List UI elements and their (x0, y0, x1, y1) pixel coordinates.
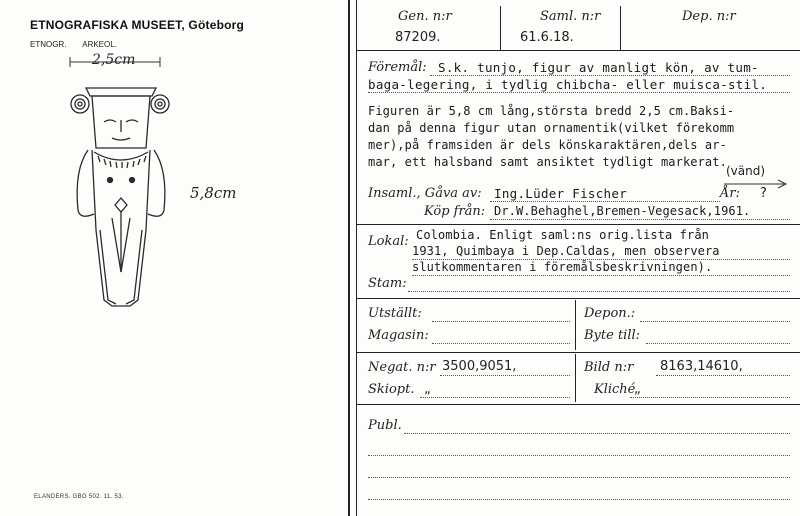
foremal-line-1: S.k. tunjo, figur av manligt kön, av tum- (438, 60, 759, 75)
year-value: ? (760, 186, 767, 201)
kliche-label: Kliché (594, 382, 636, 397)
skiopt-label: Skiopt. (368, 382, 415, 397)
rule-after-header (356, 50, 800, 51)
left-ear-spiral (71, 95, 89, 113)
printer-note: ELANDERS. GBG 502. 11. 53. (34, 494, 124, 500)
rule-after-locality (356, 298, 800, 299)
lokal-label: Lokal: (368, 234, 409, 249)
publ-dotline-2 (368, 455, 790, 456)
kop-value: Dr.W.Behaghel,Bremen-Vegesack,1961. (494, 204, 751, 218)
utstallt-dotline (432, 321, 570, 322)
foremal-line-2: baga-legering, i tydlig chibcha- eller muisca-stil. (368, 77, 768, 92)
photo-divider (575, 354, 576, 402)
description-line-4: mar, ett halsband samt ansiktet tydligt markerat. (368, 155, 727, 169)
dep-nr-label: Dep. n:r (682, 9, 736, 24)
lokal-dotline-2 (412, 275, 790, 276)
necklace (94, 152, 148, 160)
dept-arkeol: ARKEOL. (82, 40, 117, 49)
lokal-dotline-1 (412, 259, 790, 260)
insaml-dotline (490, 201, 720, 202)
gen-nr-value: 87209. (395, 30, 441, 45)
lokal-line-2: 1931, Quimbaya i Dep.Caldas, men observera (412, 244, 720, 258)
figure-sketch (0, 0, 360, 516)
skiopt-value: „ (424, 382, 431, 397)
depon-label: Depon.: (584, 306, 636, 321)
insaml-label: Insaml., Gåva av: (368, 186, 482, 201)
saml-nr-value: 61.6.18. (520, 30, 574, 45)
foremal-label: Föremål: (368, 60, 427, 75)
skiopt-dotline (420, 397, 570, 398)
byte-dotline (646, 343, 790, 344)
stam-label: Stam: (368, 276, 407, 291)
right-arm (148, 150, 165, 216)
gen-nr-label: Gen. n:r (398, 9, 452, 24)
turn-note: (vänd) (726, 164, 766, 178)
depon-dotline (640, 321, 790, 322)
lokal-line-1: Colombia. Enligt saml:ns orig.lista från (416, 228, 709, 242)
rule-after-acquisition (356, 224, 800, 225)
description-line-3: mer),på framsiden är dels könskaraktären,dels ar- (368, 138, 727, 152)
year-label: År: (720, 186, 740, 201)
dept-etnogr: ETNOGR. (30, 40, 67, 49)
genital-mark (115, 198, 127, 212)
publ-dotline-3 (368, 477, 790, 478)
header-divider-1 (500, 6, 501, 50)
left-arm (77, 150, 94, 216)
negat-label: Negat. n:r (368, 360, 436, 375)
negat-value: 3500,9051, (442, 359, 517, 374)
foremal-dotline-1 (430, 75, 790, 76)
rule-after-storage (356, 352, 800, 353)
bild-value: 8163,14610, (660, 359, 743, 374)
magasin-label: Magasin: (368, 328, 429, 343)
bild-label: Bild n:r (584, 360, 634, 375)
publ-dotline-1 (404, 433, 790, 434)
width-note: 2,5cm (92, 52, 136, 68)
spine-rule-outer (348, 0, 350, 516)
publ-dotline-4 (368, 499, 790, 500)
utstallt-label: Utställt: (368, 306, 422, 321)
description-line-2: dan på denna figur utan ornamentik(vilket förekomm (368, 121, 735, 135)
negat-dotline (440, 375, 570, 376)
lokal-line-3: slutkommentaren i föremålsbeskrivningen). (412, 260, 713, 274)
kliche-dotline (630, 397, 790, 398)
kop-dotline (490, 219, 790, 220)
stam-dotline (408, 291, 790, 292)
storage-divider (575, 300, 576, 350)
publ-label: Publ. (368, 418, 402, 433)
description-line-1: Figuren är 5,8 cm lång,största bredd 2,5 cm.Baksi- (368, 104, 735, 118)
saml-nr-label: Saml. n:r (540, 9, 601, 24)
height-note: 5,8cm (190, 184, 237, 202)
rule-after-photo (356, 404, 800, 405)
museum-name: ETNOGRAFISKA MUSEET, Göteborg (30, 18, 245, 32)
foremal-dotline-2 (368, 92, 790, 93)
insaml-value: Ing.Lüder Fischer (494, 186, 628, 201)
bild-dotline (656, 375, 790, 376)
kliche-value: „ (634, 382, 641, 397)
byte-label: Byte till: (584, 328, 641, 343)
magasin-dotline (432, 343, 570, 344)
kop-label: Köp från: (424, 204, 486, 219)
header-divider-2 (620, 6, 621, 50)
tunjo-figure-drawing (71, 88, 169, 306)
spine-rule-inner (356, 0, 357, 516)
right-ear-spiral (151, 95, 169, 113)
